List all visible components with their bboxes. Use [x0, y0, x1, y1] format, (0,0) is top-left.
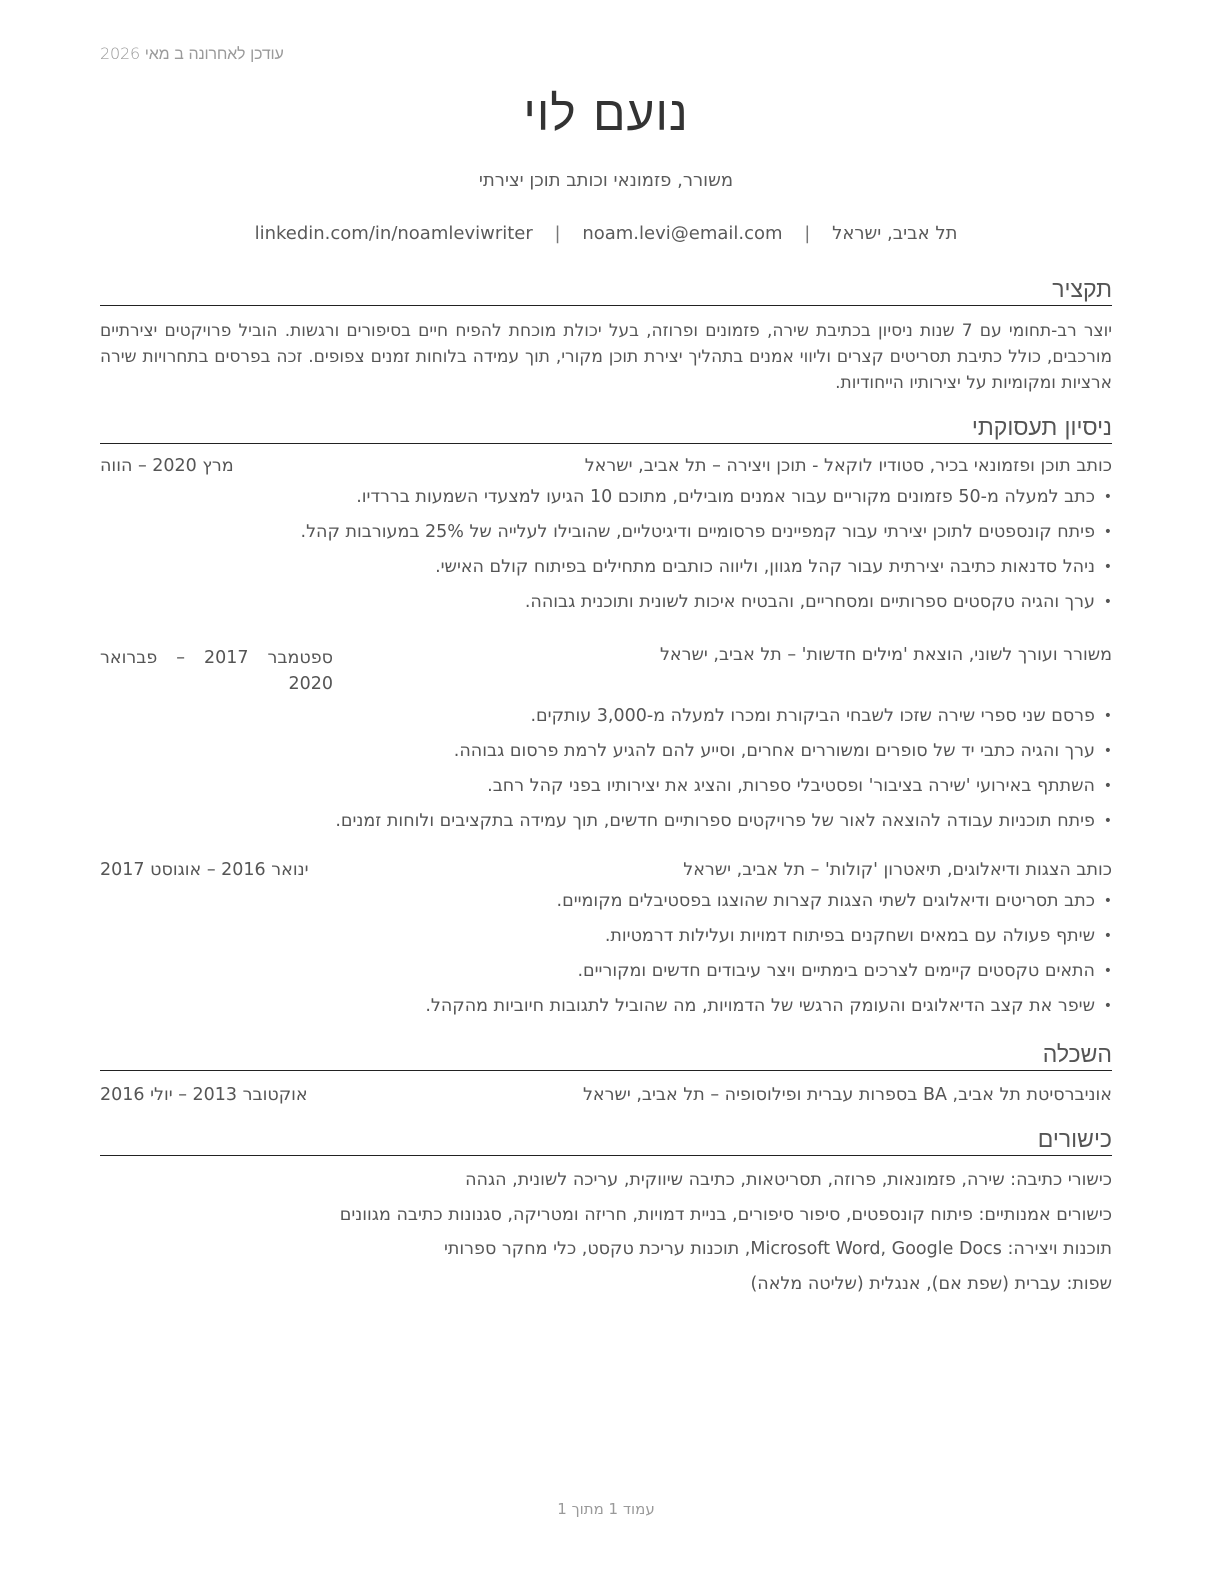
page-number: עמוד 1 מתוך 1 [557, 1500, 655, 1518]
skill-line: כישורים אמנותיים: פיתוח קונספטים, סיפור סיפורים, בניית דמויות, חריזה ומטריקה, סגנונות כתיבה מגוונים [339, 1204, 1112, 1225]
job-bullets [100, 482, 1112, 622]
job-bullets [100, 886, 1112, 1026]
list-item: • כתב למעלה מ-50 פזמונים מקוריים עבור אמנים מובילים, מתוכם 10 הגיעו למצעדי השמעות בררדיו. [100, 482, 1112, 517]
list-item: • פיתח תוכניות עבודה להוצאה לאור של פרויקטים ספרותיים חדשים, תוך עמידה בתקציבים ולוחות זמנים. [100, 806, 1112, 841]
job-entry [100, 860, 1112, 1026]
list-item: • שיפר את קצב הדיאלוגים והעומק הרגשי של הדמויות, מה שהוביל לתגובות חיוביות מהקהל. [100, 991, 1112, 1026]
job-dates: ספטמבר 2017 – פברואר 2020 [100, 648, 333, 694]
job-role: כותב הצגות ודיאלוגים, תיאטרון 'קולות' – תל אביב, ישראל [683, 860, 1112, 880]
list-item: • פרסם שני ספרי שירה שזכו לשבחי הביקורת ומכרו למעלה מ-3,000 עותקים. [100, 701, 1112, 736]
list-item: • התאים טקסטים קיימים לצרכים בימתיים ויצר עיבודים חדשים ומקוריים. [100, 956, 1112, 991]
list-item: • ניהל סדנאות כתיבה יצירתית עבור קהל מגוון, וליווה כותבים מתחילים בפיתוח קולם האישי. [100, 552, 1112, 587]
skill-line: שפות: עברית (שפת אם), אנגלית (שליטה מלאה) [750, 1273, 1112, 1294]
job-role: כותב תוכן ופזמונאי בכיר, סטודיו לוקאל - תוכן ויצירה – תל אביב, ישראל [584, 456, 1112, 476]
list-item: • פיתח קונספטים לתוכן יצירתי עבור קמפיינים פרסומיים ודיגיטליים, שהובילו לעלייה של 25% במעורבות קהל. [100, 517, 1112, 552]
section-heading-skills: כישורים [100, 1125, 1112, 1156]
contact-location: תל אביב, ישראל [832, 223, 958, 244]
job-entry [100, 456, 1112, 622]
job-role: משורר ועורך לשוני, הוצאת 'מילים חדשות' – תל אביב, ישראל [659, 645, 1112, 665]
section-heading-education: השכלה [100, 1040, 1112, 1071]
skill-line: כישורי כתיבה: שירה, פזמונאות, פרוזה, תסריטאות, כתיבה שיווקית, עריכה לשונית, הגהה [465, 1170, 1112, 1190]
contact-email[interactable]: noam.levi@email.com [582, 223, 783, 244]
contact-linkedin[interactable]: linkedin.com/in/noamleviwriter [254, 223, 533, 244]
section-heading-summary: תקציר [100, 275, 1112, 306]
section-heading-experience: ניסיון תעסוקתי [100, 413, 1112, 444]
list-item: • ערך והגיה כתבי יד של סופרים ומשוררים אחרים, וסייע להם להגיע לרמת פרסום גבוהה. [100, 736, 1112, 771]
list-item: • השתתף באירועי 'שירה בציבור' ופסטיבלי ספרות, והציג את יצירותיו בפני קהל רחב. [100, 771, 1112, 806]
candidate-name: נועם לוי [523, 86, 689, 142]
list-item: • כתב תסריטים ודיאלוגים לשתי הצגות קצרות שהוצגו בפסטיבלים מקומיים. [100, 886, 1112, 921]
resume-page [100, 0, 1112, 1584]
education-degree: אוניברסיטת תל אביב, BA בספרות עברית ופילוסופיה – תל אביב, ישראל [582, 1085, 1112, 1105]
contact-line [100, 223, 1112, 244]
education-dates: אוקטובר 2013 – יולי 2016 [100, 1085, 308, 1105]
education-entry [100, 1085, 1112, 1111]
skills-list [100, 1170, 1112, 1308]
job-dates: מרץ 2020 – הווה [100, 456, 234, 476]
summary-text: יוצר רב-תחומי עם 7 שנות ניסיון בכתיבת שירה, פזמונים ופרוזה, בעל יכולת מוכחת להפיח חיים בסיפורים ורגשות. הוביל פרויקטים יצירתיים מורכבים, כולל כתיבת תסריטים קצרים וליווי אמנים בתהליך יצירת תוכן מקורי, תוך עמידה בלוחות זמנים צפופים. זכה בפרסים בתחרויות שירה ארציות ומקומיות על יצירותיו הייחודיות. [100, 321, 1112, 393]
skill-line: תוכנות ויצירה: Microsoft Word, Google Docs, תוכנות עריכת טקסט, כלי מחקר ספרותי [444, 1239, 1112, 1259]
job-entry [100, 645, 1112, 841]
last-updated: עודכן לאחרונה ב מאי 2026 [100, 44, 284, 63]
contact-separator: | [554, 223, 561, 244]
job-dates: ינואר 2016 – אוגוסט 2017 [100, 860, 309, 880]
list-item: • ערך והגיה טקסטים ספרותיים ומסחריים, והבטיח איכות לשונית ותוכנית גבוהה. [100, 587, 1112, 622]
contact-separator: | [804, 223, 811, 244]
headline: משורר, פזמונאי וכותב תוכן יצירתי [478, 170, 734, 191]
list-item: • שיתף פעולה עם במאים ושחקנים בפיתוח דמויות ועלילות דרמטיות. [100, 921, 1112, 956]
job-bullets [100, 701, 1112, 841]
